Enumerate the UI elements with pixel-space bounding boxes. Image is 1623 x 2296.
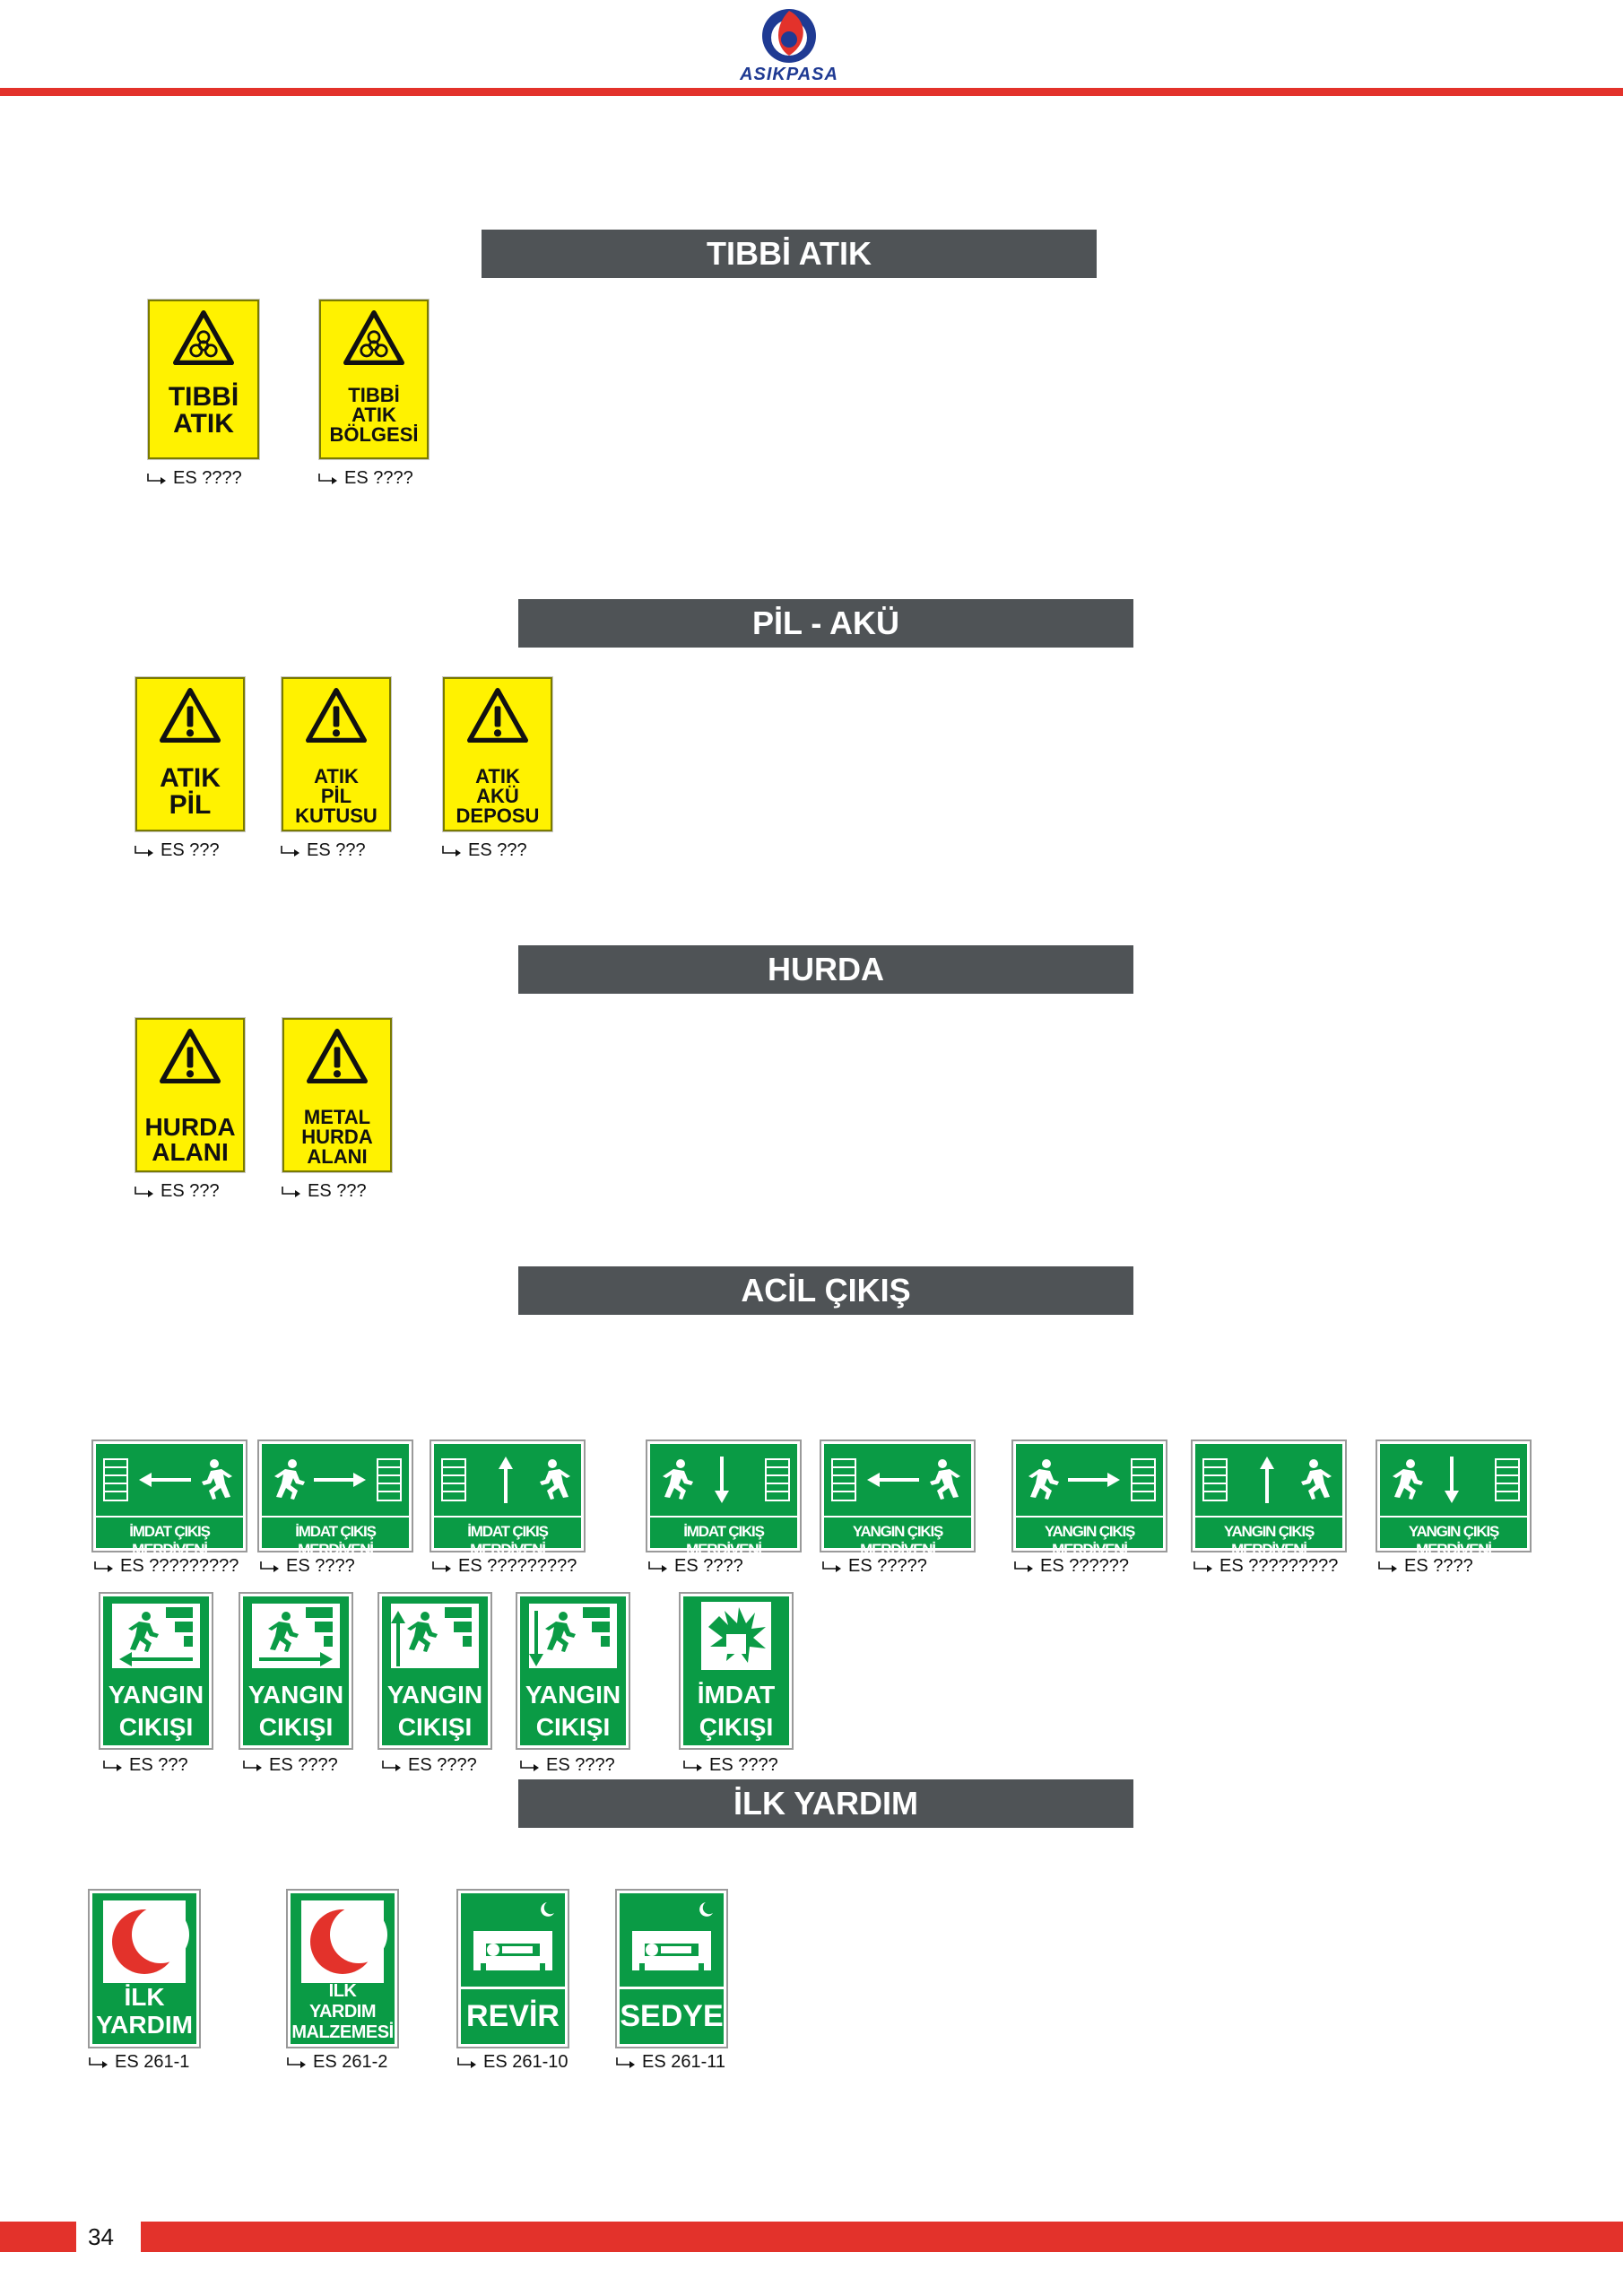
sign-text (137, 1115, 243, 1165)
fire-exit-sign (240, 1594, 352, 1748)
product-code (134, 1181, 220, 1202)
first-aid-sign (288, 1891, 397, 2047)
sign-text-line: ATIK (314, 765, 359, 787)
fire-exit-sign (100, 1594, 212, 1748)
product-code-text: ES 261-10 (483, 2052, 568, 2072)
warning-sign (282, 1018, 392, 1172)
sign-text-line: İMDAT (697, 1681, 776, 1709)
product-code (93, 1556, 239, 1577)
sign-text-line: CIKIŞI (397, 1713, 473, 1741)
warning-sign (319, 300, 429, 459)
product-code (259, 1556, 355, 1577)
product-code-text: ES ????????? (1219, 1556, 1339, 1576)
exit-sign-label: İMDAT ÇIKIŞ MERDİVENİ (434, 1516, 581, 1559)
product-code (431, 1556, 577, 1577)
corner-arrow-icon (682, 1761, 704, 1771)
corner-arrow-icon (146, 474, 168, 484)
brand-name: ASIKPASA (740, 65, 838, 84)
sign-text-line: ATIK (173, 409, 234, 439)
product-code (317, 468, 413, 489)
corner-arrow-icon (286, 2057, 308, 2068)
product-code-text: ES ???? (286, 1556, 355, 1576)
product-code-text: ES ???? (173, 468, 242, 488)
corner-arrow-icon (134, 1187, 155, 1197)
exit-pictogram-icon (262, 1448, 409, 1512)
corner-arrow-icon (1013, 1561, 1035, 1572)
sign-text (283, 767, 389, 826)
warning-sign (135, 677, 245, 831)
exit-pictogram-icon (650, 1448, 797, 1512)
footer-bar-left (0, 2222, 76, 2252)
first-aid-label (92, 1983, 196, 2039)
product-code (615, 2052, 725, 2073)
sign-text-line: BÖLGESİ (329, 423, 419, 446)
first-aid-label (461, 1987, 565, 2043)
sign-text-line: YANGIN (108, 1681, 204, 1709)
sign-text-line: YANGIN (247, 1681, 344, 1709)
sign-text-line: YARDIM (96, 2011, 193, 2039)
product-code-text: ES ??? (308, 1181, 367, 1201)
sign-text-line: TIBBİ (348, 384, 400, 406)
stretcher-icon (620, 1895, 724, 1985)
sign-text-line: ATIK (475, 765, 520, 787)
sign-text-line: ÇIKIŞI (699, 1713, 774, 1741)
fire-exit-label (520, 1679, 626, 1744)
warning-sign (135, 1018, 245, 1172)
product-code (281, 1181, 367, 1202)
exclamation-warning-icon (160, 688, 221, 743)
warning-sign (282, 677, 391, 831)
sign-text-line: YARDIM (308, 2002, 377, 2022)
corner-arrow-icon (281, 1187, 302, 1197)
exit-stair-sign (259, 1441, 412, 1558)
sign-text-line: MALZEMESİ (291, 2022, 394, 2042)
stretcher-icon (461, 1895, 565, 1985)
section-title-tibbi-atik: TIBBİ ATIK (482, 230, 1097, 278)
product-code (647, 1556, 743, 1577)
product-code-text: ES ????? (848, 1556, 927, 1576)
sign-text-line: DEPOSU (456, 804, 540, 827)
exit-stair-sign (1013, 1441, 1166, 1558)
product-code (134, 840, 220, 861)
sign-text-line: İLK (328, 1981, 357, 2001)
product-code-text: ES ??? (468, 840, 527, 860)
sign-text-line: CIKIŞI (118, 1713, 194, 1741)
product-code (242, 1755, 338, 1776)
product-code (1377, 1556, 1473, 1577)
sign-text (150, 384, 257, 438)
corner-arrow-icon (1377, 1561, 1399, 1572)
fire-exit-sign (379, 1594, 490, 1748)
section-title-acil-cikis: ACİL ÇIKIŞ (518, 1266, 1133, 1315)
product-code-text: ES 261-11 (642, 2052, 726, 2072)
sign-text (445, 767, 551, 826)
product-code-text: ES ???? (1404, 1556, 1473, 1576)
product-code (381, 1755, 477, 1776)
sign-text-line: METAL (303, 1106, 371, 1128)
exit-pictogram-icon (1195, 1448, 1342, 1512)
corner-arrow-icon (431, 1561, 453, 1572)
exit-sign-label: İMDAT ÇIKIŞ MERDİVENİ (262, 1516, 409, 1559)
corner-arrow-icon (456, 2057, 478, 2068)
fire-exit-pictogram-icon (382, 1598, 488, 1672)
corner-arrow-icon (134, 846, 155, 857)
exclamation-warning-icon (467, 688, 528, 743)
corner-arrow-icon (102, 1761, 124, 1771)
page-number: 34 (88, 2223, 114, 2250)
corner-arrow-icon (381, 1761, 403, 1771)
corner-arrow-icon (821, 1561, 843, 1572)
fire-exit-pictogram-icon (103, 1598, 209, 1672)
sign-text-line: KUTUSU (295, 804, 378, 827)
red-crescent-icon (92, 1895, 196, 1985)
sign-text-line: ALANI (307, 1145, 368, 1168)
exit-pictogram-icon (96, 1448, 243, 1512)
product-code-text: ES ?????? (1040, 1556, 1129, 1576)
biohazard-warning-icon (173, 310, 234, 365)
product-code-text: ES ????????? (120, 1556, 239, 1576)
product-code-text: ES ??? (161, 1181, 220, 1201)
sign-text (284, 1108, 390, 1167)
corner-arrow-icon (441, 846, 463, 857)
product-code (456, 2052, 568, 2073)
sign-text-line: CIKIŞI (258, 1713, 334, 1741)
exit-sign-label: İMDAT ÇIKIŞ MERDİVENİ (650, 1516, 797, 1559)
product-code-text: ES ???? (546, 1755, 615, 1775)
sign-text (321, 386, 427, 445)
fire-exit-sign (517, 1594, 629, 1748)
corner-arrow-icon (615, 2057, 637, 2068)
sign-text-line: REVİR (466, 1999, 560, 2033)
exit-stair-sign (1377, 1441, 1530, 1558)
product-code-text: ES ???? (344, 468, 413, 488)
sign-text-line: PİL (169, 790, 212, 820)
product-code-text: ES ??? (129, 1755, 188, 1775)
sign-text-line: YANGIN (525, 1681, 621, 1709)
corner-arrow-icon (647, 1561, 669, 1572)
exit-sign-label: YANGIN ÇIKIŞ MERDİVENİ (1380, 1516, 1527, 1559)
product-code-text: ES 261-1 (115, 2052, 190, 2072)
sign-text-line: ATIK (352, 404, 396, 426)
exit-stair-sign (1193, 1441, 1345, 1558)
exit-stair-sign (93, 1441, 246, 1558)
biohazard-warning-icon (343, 310, 404, 365)
product-code-text: ES ??? (161, 840, 220, 860)
product-code-text: ES ????????? (458, 1556, 577, 1576)
exit-sign-label: YANGIN ÇIKIŞ MERDİVENİ (1016, 1516, 1163, 1559)
sign-text-line: İLK (124, 1983, 165, 2011)
product-code (821, 1556, 927, 1577)
product-code-text: ES ???? (674, 1556, 743, 1576)
product-code (682, 1755, 778, 1776)
sign-text-line: YANGIN (386, 1681, 483, 1709)
first-aid-sign (90, 1891, 199, 2047)
sign-text-line: SEDYE (620, 1999, 724, 2033)
exclamation-warning-icon (307, 1029, 368, 1083)
product-code (1013, 1556, 1129, 1577)
product-code (88, 2052, 189, 2073)
corner-arrow-icon (519, 1761, 541, 1771)
sign-text-line: TIBBİ (168, 382, 239, 412)
corner-arrow-icon (1193, 1561, 1214, 1572)
first-aid-label (291, 1981, 395, 2043)
product-code (519, 1755, 615, 1776)
exit-stair-sign (821, 1441, 974, 1558)
first-aid-sign (617, 1891, 726, 2047)
fire-exit-pictogram-icon (520, 1598, 626, 1672)
first-aid-sign (458, 1891, 568, 2047)
corner-arrow-icon (259, 1561, 281, 1572)
product-code (146, 468, 242, 489)
sign-text-line: ALANI (152, 1138, 229, 1166)
exit-stair-sign (431, 1441, 584, 1558)
product-code-text: ES ???? (269, 1755, 338, 1775)
exit-pictogram-icon (434, 1448, 581, 1512)
corner-arrow-icon (93, 1561, 115, 1572)
corner-arrow-icon (242, 1761, 264, 1771)
sign-text-line: CIKIŞI (535, 1713, 611, 1741)
exit-sign-label: İMDAT ÇIKIŞ MERDİVENİ (96, 1516, 243, 1559)
corner-arrow-icon (88, 2057, 109, 2068)
footer-bar-right (141, 2222, 1623, 2252)
fire-exit-label (103, 1679, 209, 1744)
product-code (1193, 1556, 1338, 1577)
warning-sign (148, 300, 259, 459)
header-rule (0, 88, 1623, 96)
break-glass-icon (683, 1598, 789, 1672)
product-code-text: ES ???? (709, 1755, 778, 1775)
sign-text-line: HURDA (144, 1113, 236, 1141)
product-code-text: ES ???? (408, 1755, 477, 1775)
product-code (441, 840, 527, 861)
exclamation-warning-icon (160, 1029, 221, 1083)
exit-stair-sign (647, 1441, 800, 1558)
exit-pictogram-icon (1380, 1448, 1527, 1512)
product-code (286, 2052, 387, 2073)
exit-sign-label: YANGIN ÇIKIŞ MERDİVENİ (1195, 1516, 1342, 1559)
exit-pictogram-icon (1016, 1448, 1163, 1512)
section-title-hurda: HURDA (518, 945, 1133, 994)
corner-arrow-icon (317, 474, 339, 484)
product-code (280, 840, 366, 861)
section-title-pil-aku: PİL - AKÜ (518, 599, 1133, 648)
sign-text-line: ATIK (160, 763, 221, 793)
sign-text-line: PİL (320, 785, 352, 807)
warning-sign (443, 677, 552, 831)
corner-arrow-icon (280, 846, 301, 857)
fire-exit-label (382, 1679, 488, 1744)
product-code-text: ES ??? (307, 840, 366, 860)
fire-exit-pictogram-icon (243, 1598, 349, 1672)
fire-exit-sign (681, 1594, 792, 1748)
section-title-ilk-yardim: İLK YARDIM (518, 1779, 1133, 1828)
first-aid-label (620, 1987, 724, 2043)
exit-sign-label: YANGIN ÇIKIŞ MERDİVENİ (824, 1516, 971, 1559)
exclamation-warning-icon (306, 688, 367, 743)
fire-exit-label (683, 1679, 789, 1744)
sign-text-line: AKÜ (476, 785, 519, 807)
product-code (102, 1755, 188, 1776)
red-crescent-icon (291, 1895, 395, 1985)
fire-exit-label (243, 1679, 349, 1744)
sign-text (137, 765, 243, 819)
exit-pictogram-icon (824, 1448, 971, 1512)
sign-text-line: HURDA (301, 1126, 373, 1148)
product-code-text: ES 261-2 (313, 2052, 388, 2072)
